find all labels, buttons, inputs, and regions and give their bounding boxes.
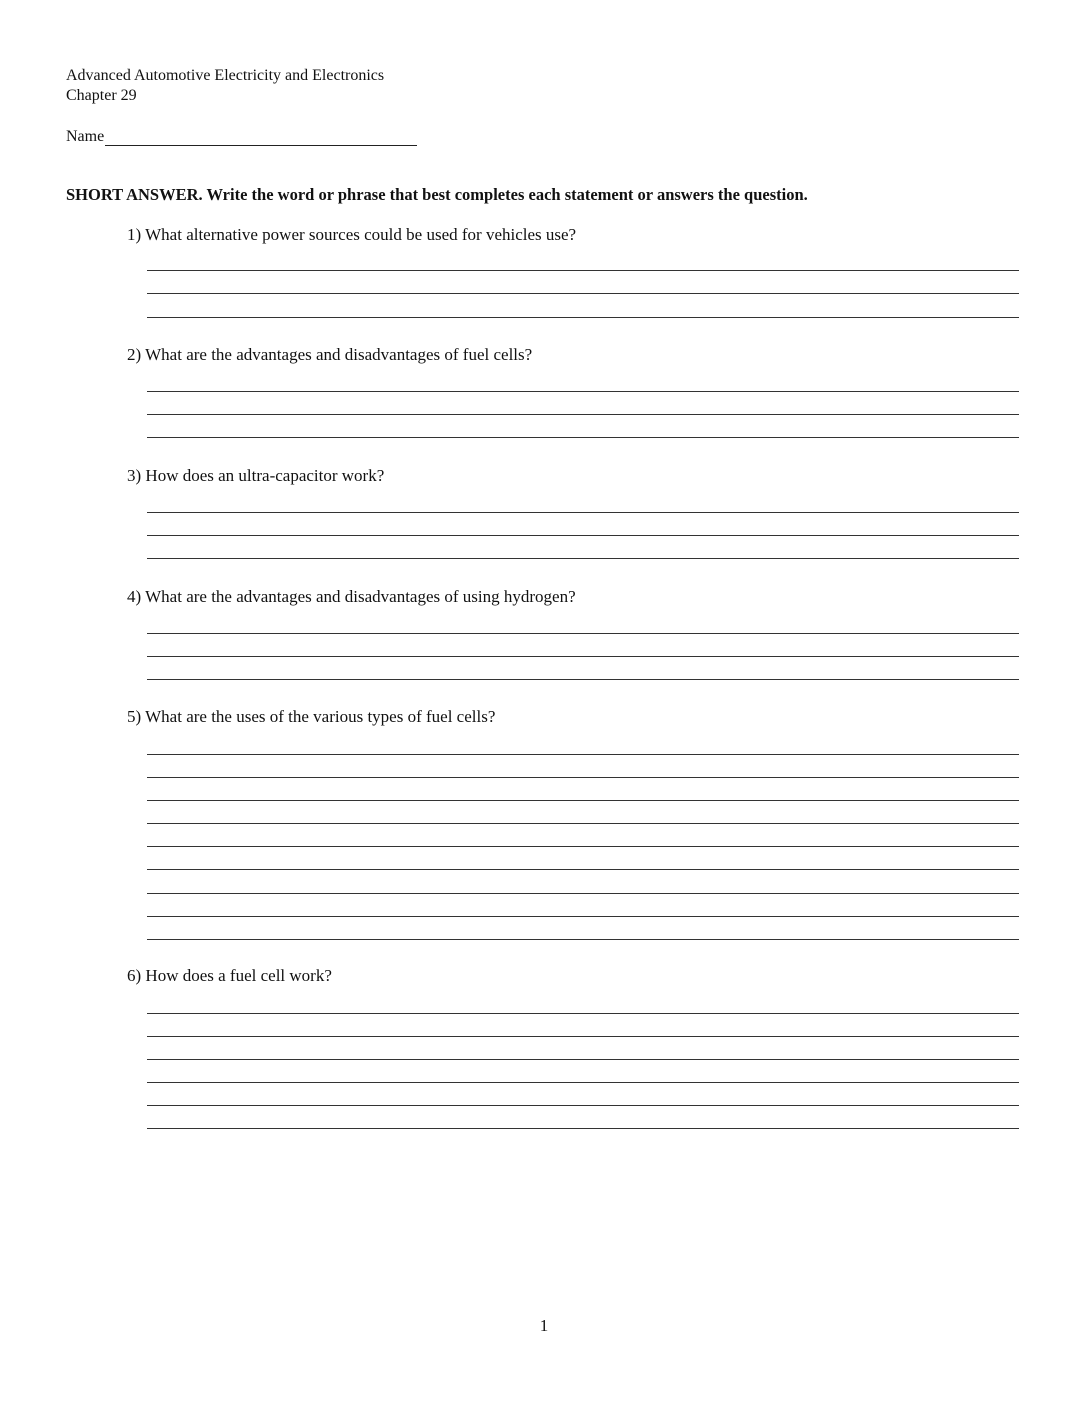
name-input-line[interactable] [105, 125, 417, 146]
name-label: Name [66, 128, 105, 145]
question-5-number: 5) [127, 707, 142, 726]
question-2-number: 2) [127, 345, 142, 364]
answer-line[interactable] [147, 512, 1019, 513]
answer-line[interactable] [147, 823, 1019, 824]
chapter-label: Chapter 29 [66, 87, 137, 104]
answer-line[interactable] [147, 414, 1019, 415]
answer-line[interactable] [147, 437, 1019, 438]
answer-line[interactable] [147, 1105, 1019, 1106]
question-1-text [127, 225, 1019, 245]
question-2-prompt: What are the advantages and disadvantages of fuel cells? [145, 345, 533, 364]
question-6-number: 6) [127, 966, 142, 985]
answer-line[interactable] [147, 869, 1019, 870]
question-2 [127, 345, 1019, 365]
answer-line[interactable] [147, 1128, 1019, 1129]
question-4 [127, 587, 1019, 607]
answer-line[interactable] [147, 800, 1019, 801]
answer-line[interactable] [147, 391, 1019, 392]
answer-line[interactable] [147, 1082, 1019, 1083]
question-3-text [127, 466, 1019, 486]
answer-line[interactable] [147, 939, 1019, 940]
question-4-number: 4) [127, 587, 142, 606]
answer-line[interactable] [147, 846, 1019, 847]
question-5 [127, 707, 1019, 727]
answer-line[interactable] [147, 916, 1019, 917]
answer-line[interactable] [147, 317, 1019, 318]
question-2-text [127, 345, 1019, 365]
name-row [66, 124, 417, 146]
question-3-number: 3) [127, 466, 142, 485]
answer-line[interactable] [147, 1059, 1019, 1060]
page-number: 1 [539, 1316, 549, 1335]
answer-line[interactable] [147, 633, 1019, 634]
answer-line[interactable] [147, 293, 1019, 294]
question-4-prompt: What are the advantages and disadvantages of using hydrogen? [145, 587, 576, 606]
answer-line[interactable] [147, 679, 1019, 680]
answer-line[interactable] [147, 535, 1019, 536]
answer-line[interactable] [147, 754, 1019, 755]
question-1 [127, 225, 1019, 245]
question-6-text [127, 966, 1019, 986]
instructions: SHORT ANSWER. Write the word or phrase that best completes each statement or answers the question. [66, 185, 808, 204]
answer-line[interactable] [147, 270, 1019, 271]
question-1-number: 1) [127, 225, 142, 244]
question-6-prompt: How does a fuel cell work? [145, 966, 332, 985]
answer-line[interactable] [147, 1013, 1019, 1014]
answer-line[interactable] [147, 777, 1019, 778]
answer-line[interactable] [147, 1036, 1019, 1037]
question-4-text [127, 587, 1019, 607]
question-5-prompt: What are the uses of the various types of fuel cells? [145, 707, 496, 726]
question-1-prompt: What alternative power sources could be used for vehicles use? [145, 225, 577, 244]
answer-line[interactable] [147, 656, 1019, 657]
question-3-prompt: How does an ultra-capacitor work? [145, 466, 385, 485]
question-3 [127, 466, 1019, 486]
question-6 [127, 966, 1019, 986]
question-5-text [127, 707, 1019, 727]
answer-line[interactable] [147, 558, 1019, 559]
answer-line[interactable] [147, 893, 1019, 894]
course-title: Advanced Automotive Electricity and Electronics [66, 67, 385, 84]
